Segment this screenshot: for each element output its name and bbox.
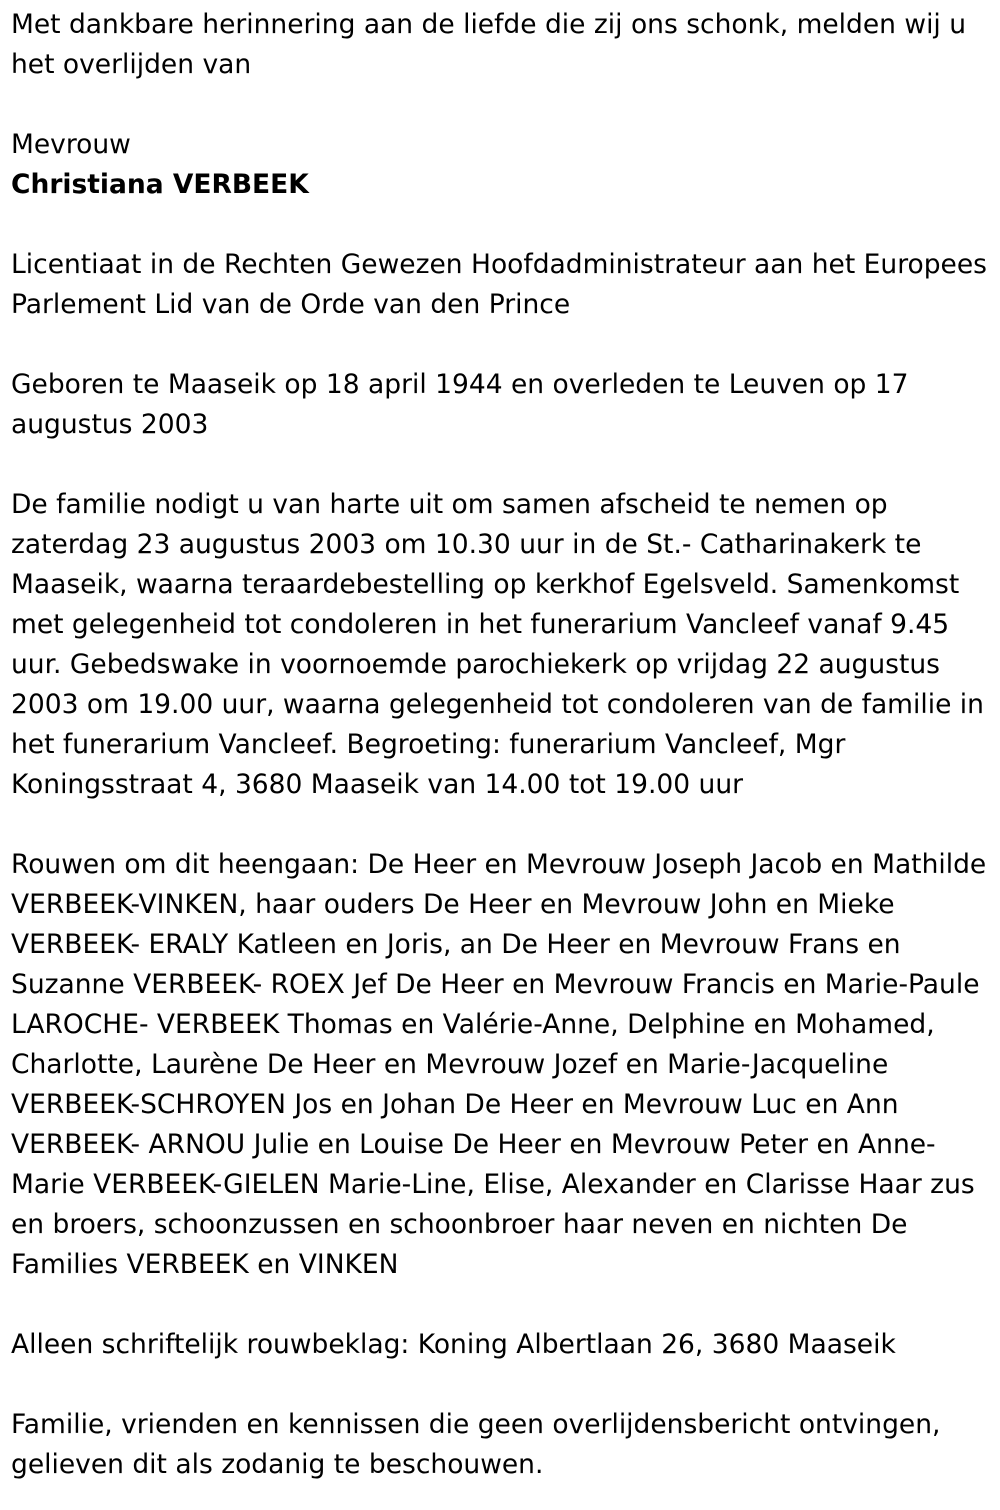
closing-text: Familie, vrienden en kennissen die geen overlijdensbericht ontvingen, gelieven dit als zodanig te beschouwen. (11, 1409, 941, 1480)
mourners-text: Rouwen om dit heengaan: De Heer en Mevrouw Joseph Jacob en Mathilde VERBEEK-VINKEN, haar ouders De Heer en Mevrouw John en Mieke VERBEEK- ERALY Katleen en Joris, an De Heer en Mevrouw Frans en Suzanne VERBEEK- ROEX Jef De Heer en Mevrouw Francis en Marie-Paule LAROCHE- VERBEEK Thomas en Valérie-Anne, Delphine en Mohamed, Charlotte, Laurène De Heer en Mevrouw Jozef en Marie-Jacqueline VERBEEK-SCHROYEN Jos en Johan De Heer en Mevrouw Luc en Ann VERBEEK- ARNOU Julie en Louise De Heer en Mevrouw Peter en Anne-Marie VERBEEK-GIELEN Marie-Line, Elise, Alexander en Clarisse Haar zus en broers, schoonzussen en schoonbroer haar neven en nichten De Families VERBEEK en VINKEN (11, 849, 987, 1280)
titles-text: Licentiaat in de Rechten Gewezen Hoofdadministrateur aan het Europees Parlement Lid van de Orde van den Prince (11, 249, 987, 320)
condolences-address: Alleen schriftelijk rouwbeklag: Koning Albertlaan 26, 3680 Maaseik (11, 1329, 896, 1360)
birth-death-text: Geboren te Maaseik op 18 april 1944 en overleden te Leuven op 17 augustus 2003 (11, 369, 909, 440)
ceremony-text: De familie nodigt u van harte uit om samen afscheid te nemen op zaterdag 23 augustus 2003 om 10.30 uur in de St.- Catharinakerk te Maaseik, waarna teraardebestelling op kerkhof Egelsveld. Samenkomst met gelegenheid tot condoleren in het funerarium Vancleef vanaf 9.45 uur. Gebedswake in voornoemde parochiekerk op vrijdag 22 augustus 2003 om 19.00 uur, waarna gelegenheid tot condoleren van de familie in het funerarium Vancleef. Begroeting: funerarium Vancleef, Mgr Koningsstraat 4, 3680 Maaseik van 14.00 tot 19.00 uur (11, 489, 984, 800)
salutation: Mevrouw (11, 129, 131, 160)
intro-text: Met dankbare herinnering aan de liefde die zij ons schonk, melden wij u het overlijden van (11, 9, 967, 80)
deceased-name: Christiana VERBEEK (11, 169, 309, 200)
obituary-notice (11, 5, 993, 1485)
